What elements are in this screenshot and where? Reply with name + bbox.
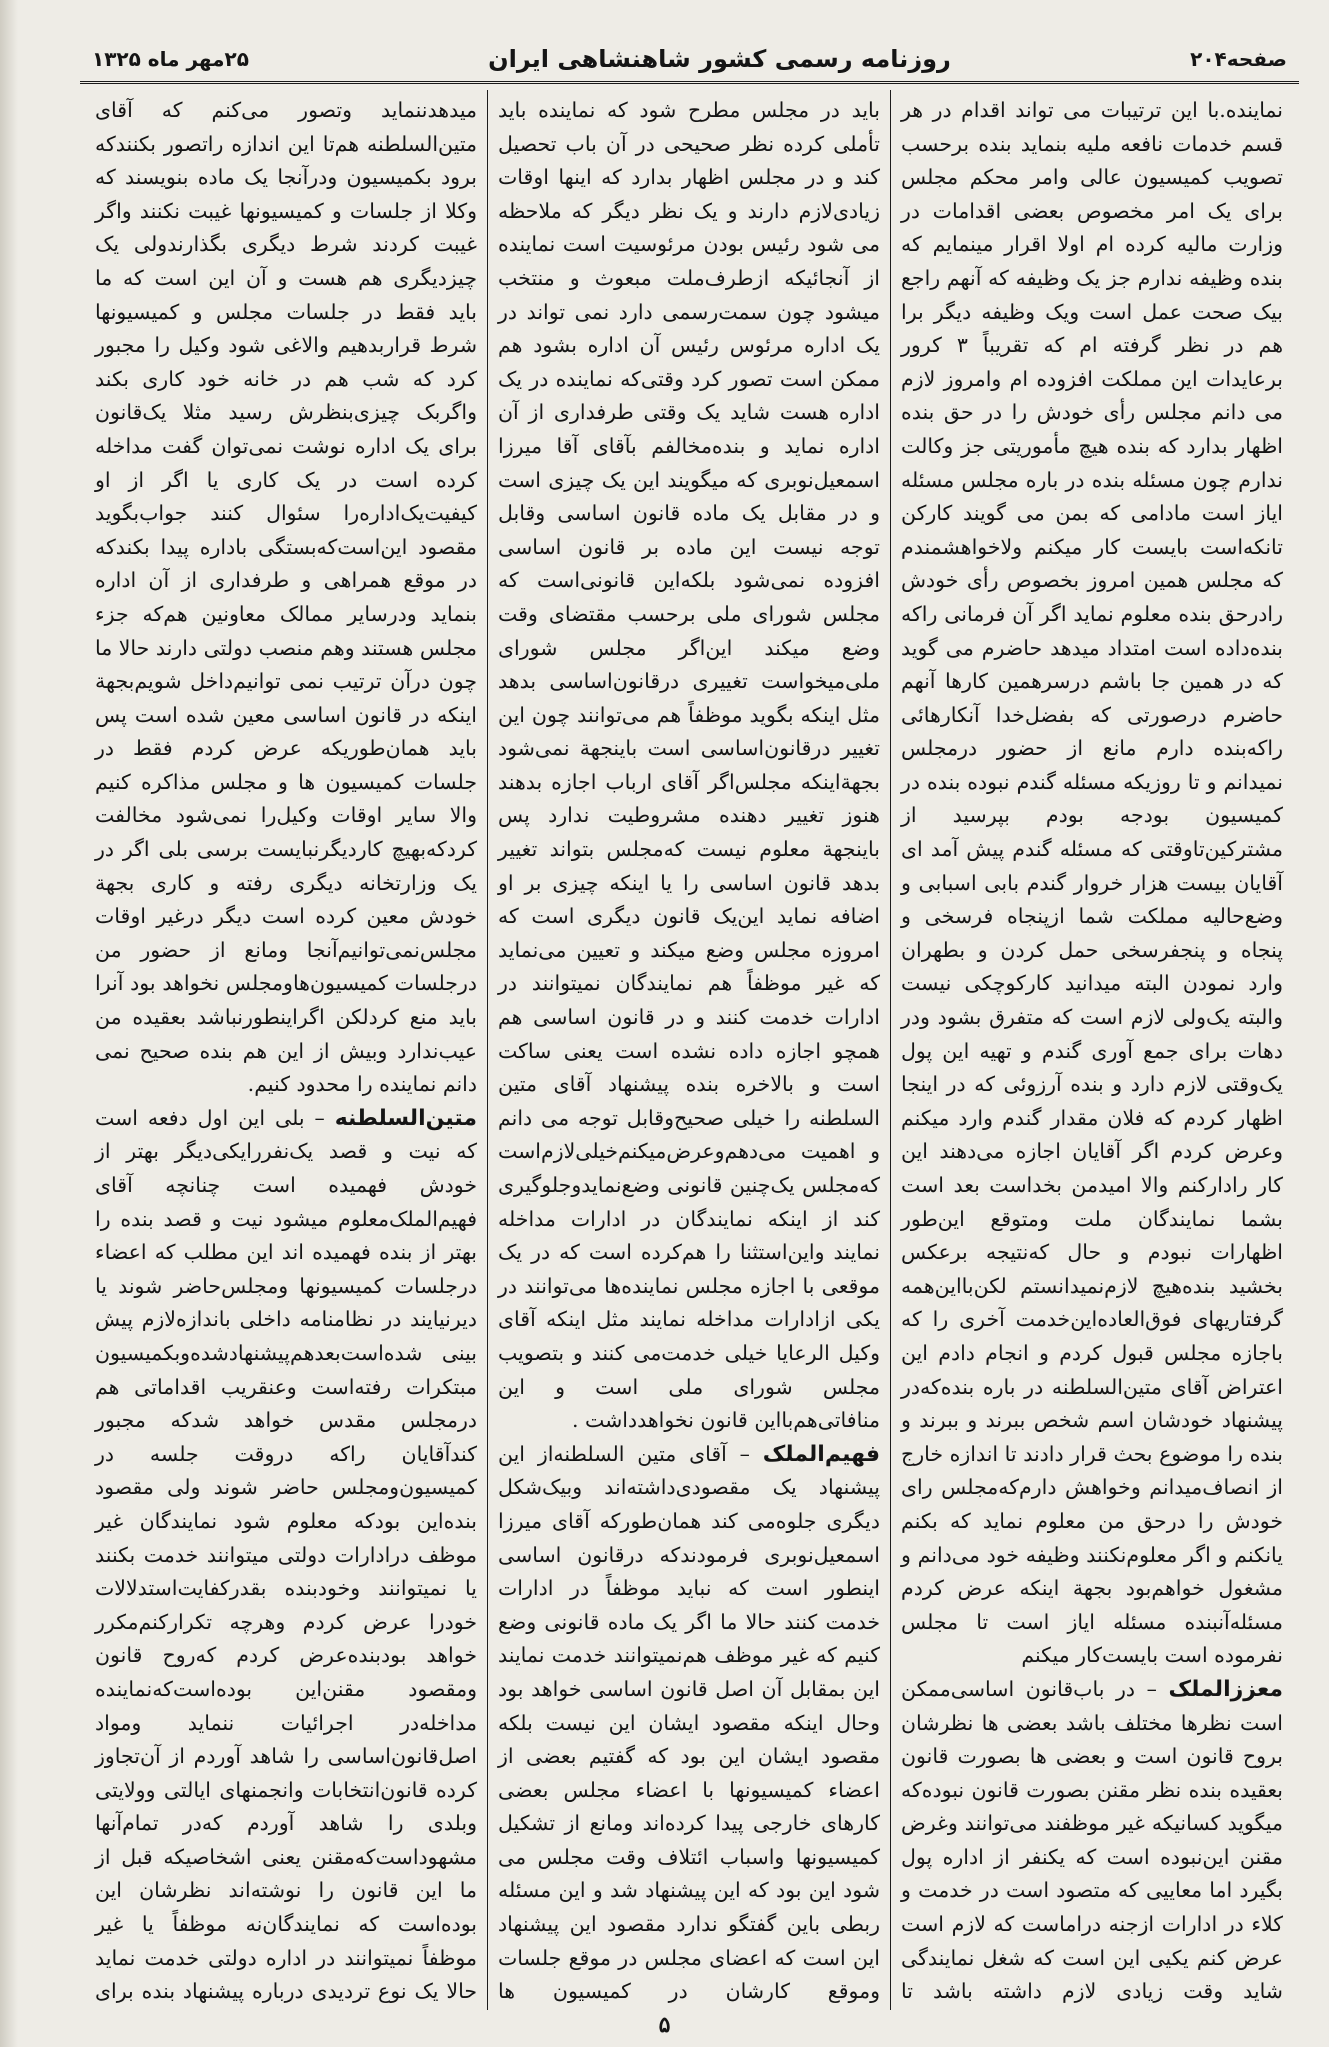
issue-date: ۲۵مهر ماه ۱۳۲۵ (92, 46, 249, 71)
paragraph (498, 1438, 880, 2010)
column-3 (85, 90, 488, 2010)
paragraph: باید در مجلس مطرح شود که نماینده باید تأملی کرده نظر صحیحی در آن باب تحصیل کند و در مجلس اظهار بدارد که اینها اوقات زیادی‌لازم دارند و یک نظر دیگر که ملاحظه می شود رئیس بودن مرئوسیت است نماینده از آنجائیکه ازطرف‌ملت مبعوث و منتخب میشود چون سمت‌رسمی دارد نمی تواند در یک اداره مرئوس رئیس آن اداره بشود هم ممکن است تصور کرد وقتی‌که نماینده در یک اداره هست شاید یک وقتی طرفداری از آن اداره نماید و بنده‌مخالفم بآقای آقا میرزا اسمعیل‌نوبری که میگویند این یک چیزی است و در مقابل یک ماده قانون اساسی وقابل توجه نیست این ماده بر قانون اساسی افزوده نمی‌شود بلکه‌این قانونی‌است که مجلس شورای ملی برحسب مقتضای وقت وضع میکند این‌اگر مجلس شورای ملی‌میخواست تغییری درقانون‌اساسی بدهد مثل اینکه بگوید موظفاً هم می‌توانند چون این تغییر درقانون‌اساسی است باینجهة نمی‌شود بجهةاینکه مجلس‌اگر آقای ارباب اجازه بدهند هنوز تغییر دهنده مشروطیت ندارد پس باینجهة معلوم نیست که‌مجلس بتواند تغییر بدهد قانون اساسی را یا اینکه چیزی بر او اضافه نماید این‌یک قانون دیگری است که امروزه مجلس وضع میکند و تعیین می‌نماید که غیر موظفاً هم نمایندگان نمیتوانند در ادارات خدمت کنند و در قانون اساسی هم همچو اجازه داده نشده است یعنی ساکت است و بالاخره بنده پیشنهاد آقای متین السلطنه را خیلی صحیح‌وقابل توجه می دانم و اهمیت می‌دهم‌وعرض‌میکنم‌خیلی‌لازم‌است کەمجلس یک‌چنین قانونی وضع‌نماید‌وجلو‌گیری کند از اینکه نمایندگان در ادارات مداخله نمایند واین‌استثنا را هم‌کرده است که در یک موقعی با اجازه مجلس نماینده‌ها می‌توانند در یکی ازادارات مداخله نمایند مثل اینکه آقای وکیل الرعایا خیلی خدمت‌می کنند و بتصویب مجلس شورای ملی است و این منافاتی‌هم‌بااین قانون نخواهدداشت . (498, 98, 880, 1433)
speaker-name: متین‌السلطنه (334, 1105, 477, 1131)
page-label: صفحه۲۰۴ (1190, 46, 1287, 71)
column-1 (891, 90, 1293, 2010)
speaker-name: فهیم‌الملک (762, 1441, 880, 1467)
speaker-name: معزز‌الملک (1168, 1676, 1283, 1702)
scan-shadow (0, 0, 18, 2047)
text-columns (85, 90, 1293, 2010)
paragraph (901, 1673, 1283, 2010)
speech-text: – در باب‌قانون اساسی‌ممکن است نظرها مختلف باشد بعضی ها نظرشان بروح قانون است و بعضی ها بصورت قانون بعقیده بنده نظر مقنن بصورت قانون نبوده‌که میگوید کسانیکه غیر موظفند می‌توانند وغرض مقنن این‌نبوده است که یکنفر از اداره پول بگیرد اما معاییی که متصود است در خدمت و کلاء در ادارات ازجنه دراماست که لازم است عرض کنم یکیی این است که شغل نمایندگی شاید وقت زیادی لازم داشته باشد تا (901, 1676, 1283, 2004)
paragraph: نماینده.با این ترتیبات می تواند اقدام در هر قسم خدمات نافعه ملیه بنماید بنده برحسب تصویب کمیسیون عالی وامر محکم مجلس برای یک امر مخصوص بعضی اقدامات در وزارت مالیه کرده ام اولا اقرار مینمایم که بنده وظیفه ندارم جز یک وظیفه که آنهم راجع بیک صحت عمل است ویک وظیفه دیگر برا هم در نظر گرفته ام که تقریباً ۳ کرور برعایدات این مملکت افزوده ام وامروز لازم می دانم مجلس رأی خودش را در حق بنده اظهار بدارد که بنده هیچ مأموریتی جز وکالت ندارم چون مسئله بنده در باره مجلس مسئله ایاز است مادامی که بمن می گویند کارکن تانکه‌است بایست کار میکنم ولاخواهشمندم که مجلس همین امروز بخصوص رأی خودش رادرحق بنده معلوم نماید اگر آن فرمانی راکه بنده‌داده است امتداد میدهد حاضرم می گوید که در همین جا باشم درسرهمین کارها آنهم حاضرم درصورتی که بفضل‌خدا آنکارهائی راکه‌بنده دارم مانع از حضور درمجلس نمیدانم و تا روزیکه مسئله گندم نبوده بنده در کمیسیون بودجه بودم بپرسید از مشترکین‌تاوقتی که مسئله گندم پیش آمد ای آقایان بیست هزار خروار گندم بابی اسبابی و وضع‌حالیه مملکت شما ازپنجاه فرسخی و پنجاه و پنجفرسخی حمل کردن و بطهران وارد نمودن البته میدانید کارکوچکی نیست والبته یک‌ولی لازم است که متفرق بشود ودر دهات برای جمع آوری گندم و تهیه این پول یک‌وقتی لازم دارد و بنده آرزوئی که در اینجا اظهار کردم که فلان مقدار گندم وارد میکنم وعرض کردم اگر آقایان اجازه می‌دهند این کار رادارکنم والا امیدمن بخداست بعد است بشما نمایندگان ملت ومتوقع این‌طور اظهارات نبودم و حال که‌نتیجه برعکس بخشید بنده‌هیچ لازم‌نمیدانستم لکن‌بااین‌همه گرفتاریهای فوق‌العاده‌این‌خدمت آخری را که باجازه مجلس قبول کردم و انجام دادم این اعتراض آقای متین‌السلطنه در باره بنده‌که‌در پیشنهاد خودشان اسم شخص ببرند و ببرند و بنده را موضوع بحث قرار دادند تا اندازه خارج از انصاف‌میدانم وخواهش دارم‌که‌مجلس رای خودش را در‌حق من معلوم نماید که بکنم یانکنم و اگر معلوم‌نکنند وظیفه خود می‌دانم و مشغول خواهم‌بود بجهة اینکه عرض کردم مسئله‌آنبنده مسئله ایاز است تا مجلس نفرموده است بایست‌کار میکنم (901, 98, 1284, 1668)
page-number: ۵ (658, 2012, 671, 2038)
page-header (80, 36, 1299, 84)
paragraph: میدهد‌ننماید وتصور می‌کنم که آقای متین‌السلطنه هم‌تا این اندازه را‌تصور بکنند‌که برود بکمیسیون ودر‌آنجا یک ماده بنویسند که وکلا از جلسات و کمیسیونها غیبت نکنند واگر غیبت کردند شرط دیگری بگذارند‌ولی یک چیزدیگری هم هست و آن این است که ما باید فقط در جلسات مجلس و کمیسیونها شرط قراربدهیم والاغی شود وکیل را مجبور کرد که شب هم در خانه خود کاری بکند واگربک چیزی‌بنظرش رسید مثلا یک‌قانون برای یک اداره نوشت نمی‌توان گفت مداخله کرده است در یک کاری یا اگر از او کیفیت‌یک‌اداره‌را سئوال کنند جواب‌بگوید مقصود این‌است‌که‌بستگی باداره پیدا بکند‌که در موقع همراهی و طرفداری از آن اداره بنماید ودرسایر ممالک معاونین هم‌که جزء مجلس هستند وهم منصب دولتی دارند حالا ما چون در‌آن ترتیب نمی توانیم‌داخل شویم‌بجهة اینکه در قانون اساسی معین شده است پس باید همان‌طور‌یکه عرض کردم فقط در جلسات کمیسیون ها و مجلس مذاکره کنیم والا سایر اوقات وکیل‌را نمی‌شود مخالفت کرد‌که‌بهیچ کاردیگر‌نبایست برسی بلی اگر در یک وزارتخانه دیگری رفته و کاری بجهة خودش معین کرده است دیگر در‌غیر اوقات مجلس‌نمی‌توانیم‌آنجا ومانع از حضور من درجلسات کمیسیون‌ها‌ومجلس نخواهد بود آنرا باید منع کرد‌لکن اگراینطور‌نباشد بعقیده من عیب‌ندارد وبیش از این هم بنده صحیح نمی دانم نماینده را محدود کنیم. (95, 98, 477, 1097)
paragraph (95, 1102, 477, 2010)
newspaper-title: روزنامه رسمی کشور شاهنشاهی ایران (488, 44, 951, 73)
speech-text: – آقای متین السلطنه‌از این پیشنهاد یک مقصودی‌داشته‌اند وبیک‌شکل دیگری جلوه‌می کند همان‌طور‌که آقای میرزا اسمعیل‌نوبری فرمودند‌که درقانون اساسی اینطور است که نباید موظفاً در ادارات خدمت کنند حالا ما اگر یک ماده قانونی وضع کنیم که غیر موظف هم‌نمیتوانند خدمت نمایند این بمقابل آن اصل قانون اساسی خواهد بود وحال اینکه مقصود ایشان این نیست بلکه مقصود ایشان این بود که گفتیم بعضی از اعضاء کمیسیونها با اعضاء مجلس بعضی کارهای خارجی پیدا کرده‌اند ومانع از تشکیل کمیسیونها واسباب ائتلاف وقت مجلس می شود این بود که این پیشنهاد شد و این مسئله ربطی باین گفتگو ندارد مقصود این پیشنهاد این است که اعضای مجلس در موقع جلسات وموقع کارشان در کمیسیون ها (498, 1441, 880, 2004)
speech-text: – بلی این اول دفعه است که نیت و قصد یک‌نفر‌را‌یکی‌دیگر بهتر از خودش فهمیده است چنانچه آقای فهیم‌الملک‌معلوم میشود نیت و قصد بنده را بهتر از بنده فهمیده اند این مطلب که اعضاء درجلسات کمیسیونها ومجلس‌حاضر شوند یا دیرنیایند در نظامنامه داخلی باندازه‌لازم پیش بینی شده‌است‌بعدهم‌پیشنهاد‌شده‌و‌بکمیسیون مبتکرات رفته‌است وعنقریب اقداماتی هم درمجلس مقدس خواهد شدکه مجبور کند‌آقایان راکه دروقت جلسه در کمیسیون‌ومجلس حاضر شوند ولی مقصود بنده‌این بودکه معلوم شود نمایندگان غیر موظف درادارات دولتی میتوانند خدمت بکنند یا نمیتوانند وخود‌بنده بقدر‌کفایت‌استدلالات خود‌را عرض کردم وهرچه تکرار‌کنم‌مکرر خواهد بود‌بنده‌عرض کردم کەروح قانون ومقصود مقنن‌این بوده‌است‌کەنماینده مداخله‌در اجرائیات ننماید ومواد اصل‌قانون‌اساسی را شاهد آوردم از آن‌تجاوز کرده قانون‌انتخابات وانجمنهای ایالتی وولایتی وبلدی را شاهد آوردم کەدر تمام‌آنها مشهود‌است‌کەمقنن یعنی اشخاصیکه قبل از ما این قانون را نوشته‌اند نظرشان این بوده‌است که نمایندگان‌نه موظفاً یا غیر موظفاً نمیتوانند در اداره دولتی خدمت نماید حالا یک نوع تردیدی درباره پیشنهاد بنده برای (95, 1105, 477, 2004)
column-2 (488, 90, 891, 2010)
